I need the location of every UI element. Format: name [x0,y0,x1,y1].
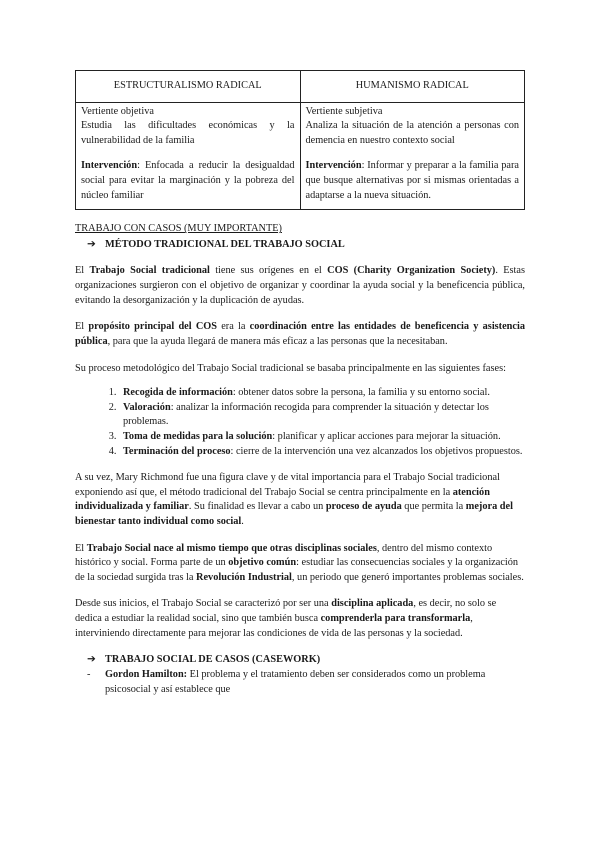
cell-intervention: Intervención: Informar y preparar a la familia para que busque alternativas por si mismas orientadas a adaptarse a la nueva situación. [305,160,519,201]
list-item: 2. Valoración: analizar la información recogida para comprender la situación y detectar los problemas. [119,401,525,430]
table-row [76,102,525,210]
cell-description: Vertiente subjetiva Analiza la situación de la atención a personas con demencia en nuestro contexto social [305,105,519,146]
list-item: 3. Toma de medidas para la solución: planificar y aplicar acciones para mejorar la situación. [119,430,525,445]
cell-description: Vertiente objetiva Estudia las dificultades económicas y la vulnerabilidad de la familia [81,105,295,146]
subsection-heading: ➔ MÉTODO TRADICIONAL DEL TRABAJO SOCIAL [87,238,525,253]
paragraph-cos-origin: El Trabajo Social tradicional tiene sus orígenes en el COS (Charity Organization Society). Estas organizaciones surgieron con el objetivo de organizar y coordinar la ayuda social y la beneficencia pública, evitando la desorganización y la duplicación de ayudas. [75,265,526,306]
paragraph-social-disciplines: El Trabajo Social nace al mismo tiempo que otras disciplinas sociales, dentro del mismo contexto histórico y social. Forma parte de un objetivo común: estudiar las consecuencias sociales y la organización de la sociedad surgida tras la Revolución Industrial, un periodo que generó importantes problemas sociales. [75,542,524,583]
casework-item-hamilton: - Gordon Hamilton: El problema y el tratamiento deben ser considerados como un problema psicosocial y así establece que [87,668,525,697]
section-title: TRABAJO CON CASOS (MUY IMPORTANTE) [75,223,282,235]
table-header-estructuralismo: ESTRUCTURALISMO RADICAL [76,71,301,103]
table-header-row [76,71,525,103]
comparison-table [75,70,525,210]
casework-heading: ➔ TRABAJO SOCIAL DE CASOS (CASEWORK) [87,653,525,668]
phases-list [75,386,525,459]
dash-bullet: - [87,668,91,680]
arrow-icon: ➔ [87,654,96,666]
arrow-icon: ➔ [87,238,96,250]
table-cell-estructuralismo [76,102,301,210]
cell-intervention: Intervención: Enfocada a reducir la desigualdad social para evitar la marginación y la pobreza del núcleo familiar [81,160,295,201]
table-cell-humanismo [300,102,525,210]
paragraph-mary-richmond: A su vez, Mary Richmond fue una figura clave y de vital importancia para el Trabajo Social tradicional exponiendo así que, el método tradicional del Trabajo Social se centra principalmente en la atención individualizada y familiar. Su finalidad es llevar a cabo un proceso de ayuda que permita la mejora del bienestar tanto individual como social. [75,472,513,528]
table-header-humanismo: HUMANISMO RADICAL [300,71,525,103]
list-item: 4. Terminación del proceso: cierre de la intervención una vez alcanzados los objetivos propuestos. [119,445,525,460]
paragraph-process-intro: Su proceso metodológico del Trabajo Social tradicional se basaba principalmente en las siguientes fases: [75,362,506,374]
paragraph-applied-discipline: Desde sus inicios, el Trabajo Social se caracterizó por ser una disciplina aplicada, es decir, no solo se dedica a estudiar la realidad social, sino que también busca comprenderla para transformarla, interviniendo directamente para mejorar las condiciones de vida de las personas y la sociedad. [75,598,497,639]
paragraph-cos-purpose: El propósito principal del COS era la coordinación entre las entidades de beneficencia y asistencia pública, para que la ayuda llegará de manera más eficaz a las personas que la necesitaban. [75,321,525,347]
list-item: 1. Recogida de información: obtener datos sobre la persona, la familia y su entorno social. [119,386,525,401]
